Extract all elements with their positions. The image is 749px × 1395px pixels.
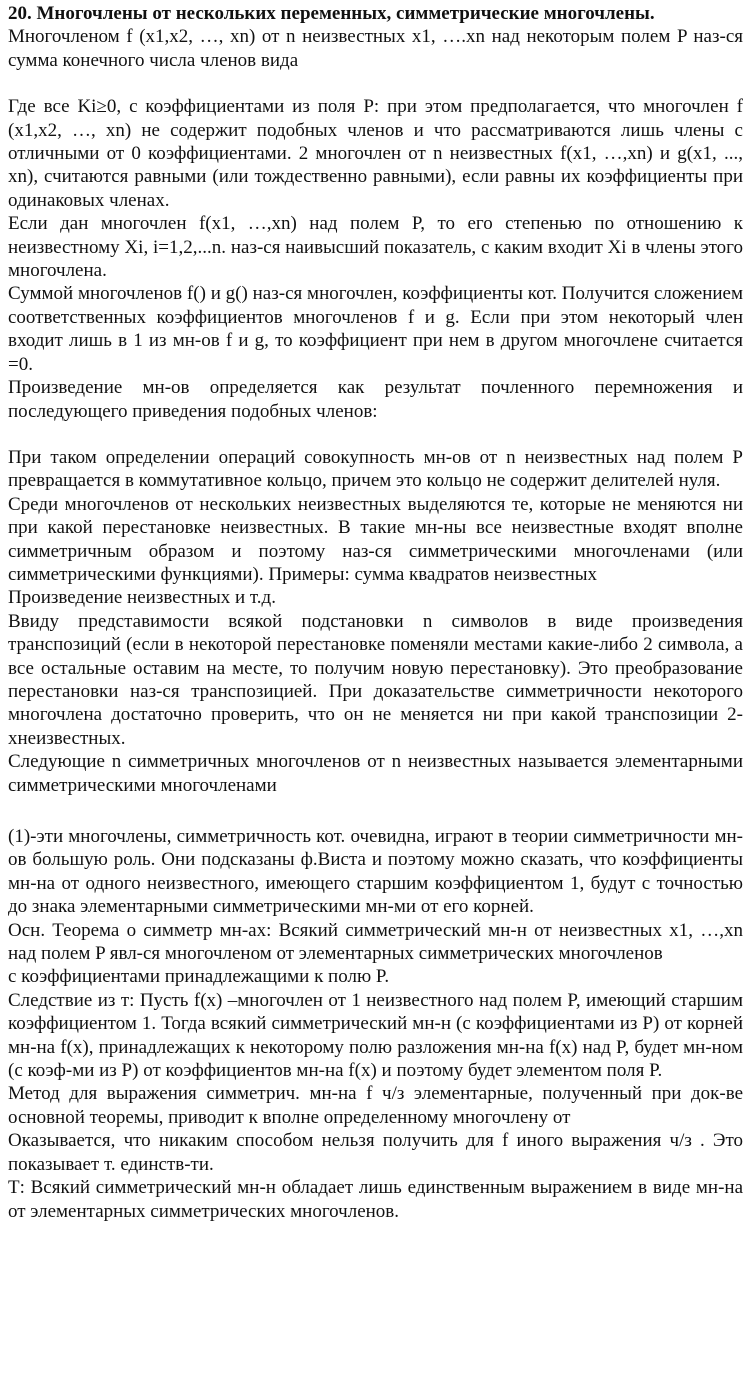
paragraph-corollary: Следствие из т: Пусть f(x) –многочлен от 1 неизвестного над полем P, имеющий старшим коэффициентом 1. Тогда всякий симметрический мн-н (с коэффициентами из P) от корней мн-на f(x), принадлежащих к некоторому полю разложения мн-на f(x) над P, будет мн-ном (с коэф-ми из P) от коэффициентов мн-на f(x) и поэтому будет элементом поля P.	[8, 989, 743, 1082]
paragraph-main-theorem: Осн. Теорема о симметр мн-ах: Всякий симметрический мн-н от неизвестных x1, …,xn над полем P явл-ся многочленом от элементарных симметрических многочленов	[8, 919, 743, 965]
paragraph-coefficients: Где все Ki≥0, с коэффициентами из поля P: при этом предполагается, что многочлен f (x1,x2, …, xn) не содержит подобных членов и что рассматриваются лишь члены с отличными от 0 коэффициентами. 2 многочлен от n неизвестных f(x1, …,xn) и g(x1, ..., xn), считаются равными (или тождественно равными), если равны их коэффициенты при одинаковых членах.	[8, 96, 743, 211]
paragraph-polynomial-definition: Многочленом f (x1,x2, …, xn) от n неизвестных x1, ….xn над некоторым полем P наз-ся сумма конечного числа членов вида	[8, 26, 743, 71]
paragraph-product-of-unknowns: Произведение неизвестных и т.д.	[8, 587, 276, 609]
paragraph-ring: При таком определении операций совокупность мн-ов от n неизвестных над полем P превращается в коммутативное кольцо, причем это кольцо не содержит делителей нуля.	[8, 446, 743, 492]
paragraph-vieta: (1)-эти многочлены, симметричность кот. очевидна, играют в теории симметричности мн-ов большую роль. Они подсказаны ф.Виста и поэтому можно сказать, что коэффициенты мн-на от одного неизвестного, имеющего старшим коэффициентом 1, будут с точностью до знака элементарными симметрическими мн-ми от его корней.	[8, 826, 743, 918]
paragraph-transpositions: Ввиду представимости всякой подстановки n символов в виде произведения транспозиций (если в некоторой перестановке поменяли местами какие-либо 2 символа, а все остальные оставим на месте, то получим новую перестановку). Это преобразование перестановки наз-ся транспозицией. При доказательстве симметричности некоторого многочлена достаточно проверить, что он не меняется ни при какой транспозиции 2-хнеизвестных.	[8, 610, 743, 749]
section-title: 20. Многочлены от нескольких переменных, симметрические многочлены.	[8, 3, 655, 24]
paragraph-sum: Суммой многочленов f() и g() наз-ся многочлен, коэффициенты кот. Получится сложением соответственных коэффициентов многочленов f и g. Если при этом некоторый член входит лишь в 1 из мн-ов f и g, то коэффициент при нем в другом многочлене считается =0.	[8, 283, 743, 375]
paragraph-symmetric: Среди многочленов от нескольких неизвестных выделяются те, которые не меняются ни при какой перестановке неизвестных. В такие мн-ны все неизвестные входят вполне симметричным образом и поэтому наз-ся симметрическими многочленами (или симметрическими функциями). Примеры: сумма квадратов неизвестных	[8, 493, 743, 585]
formula-gap	[8, 423, 743, 446]
paragraph-degree: Если дан многочлен f(x1, …,xn) над полем P, то его степенью по отношению к неизвестному Xi, i=1,2,...n. наз-ся наивысший показатель, с каким входит Xi в члены этого многочлена.	[8, 213, 743, 282]
formula-gap	[8, 797, 743, 825]
paragraph-uniqueness: Оказывается, что никаким способом нельзя получить для f иного выражения ч/з . Это показывает т. единств-ти.	[8, 1130, 743, 1175]
paragraph-product: Произведение мн-ов определяется как результат почленного перемножения и последующего приведения подобных членов:	[8, 377, 743, 422]
paragraph-method: Метод для выражения симметрич. мн-на f ч/з элементарные, полученный при док-ве основной теоремы, приводит к вполне определенному многочлену от	[8, 1083, 743, 1128]
paragraph-uniqueness-theorem: Т: Всякий симметрический мн-н обладает лишь единственным выражением в виде мн-на от элементарных симметрических многочленов.	[8, 1177, 743, 1222]
paragraph-coefficients-in-field: с коэффициентами принадлежащими к полю P.	[8, 966, 390, 988]
formula-gap	[8, 72, 743, 95]
paragraph-elementary: Следующие n симметричных многочленов от n неизвестных называется элементарными симметрическими многочленами	[8, 751, 743, 796]
